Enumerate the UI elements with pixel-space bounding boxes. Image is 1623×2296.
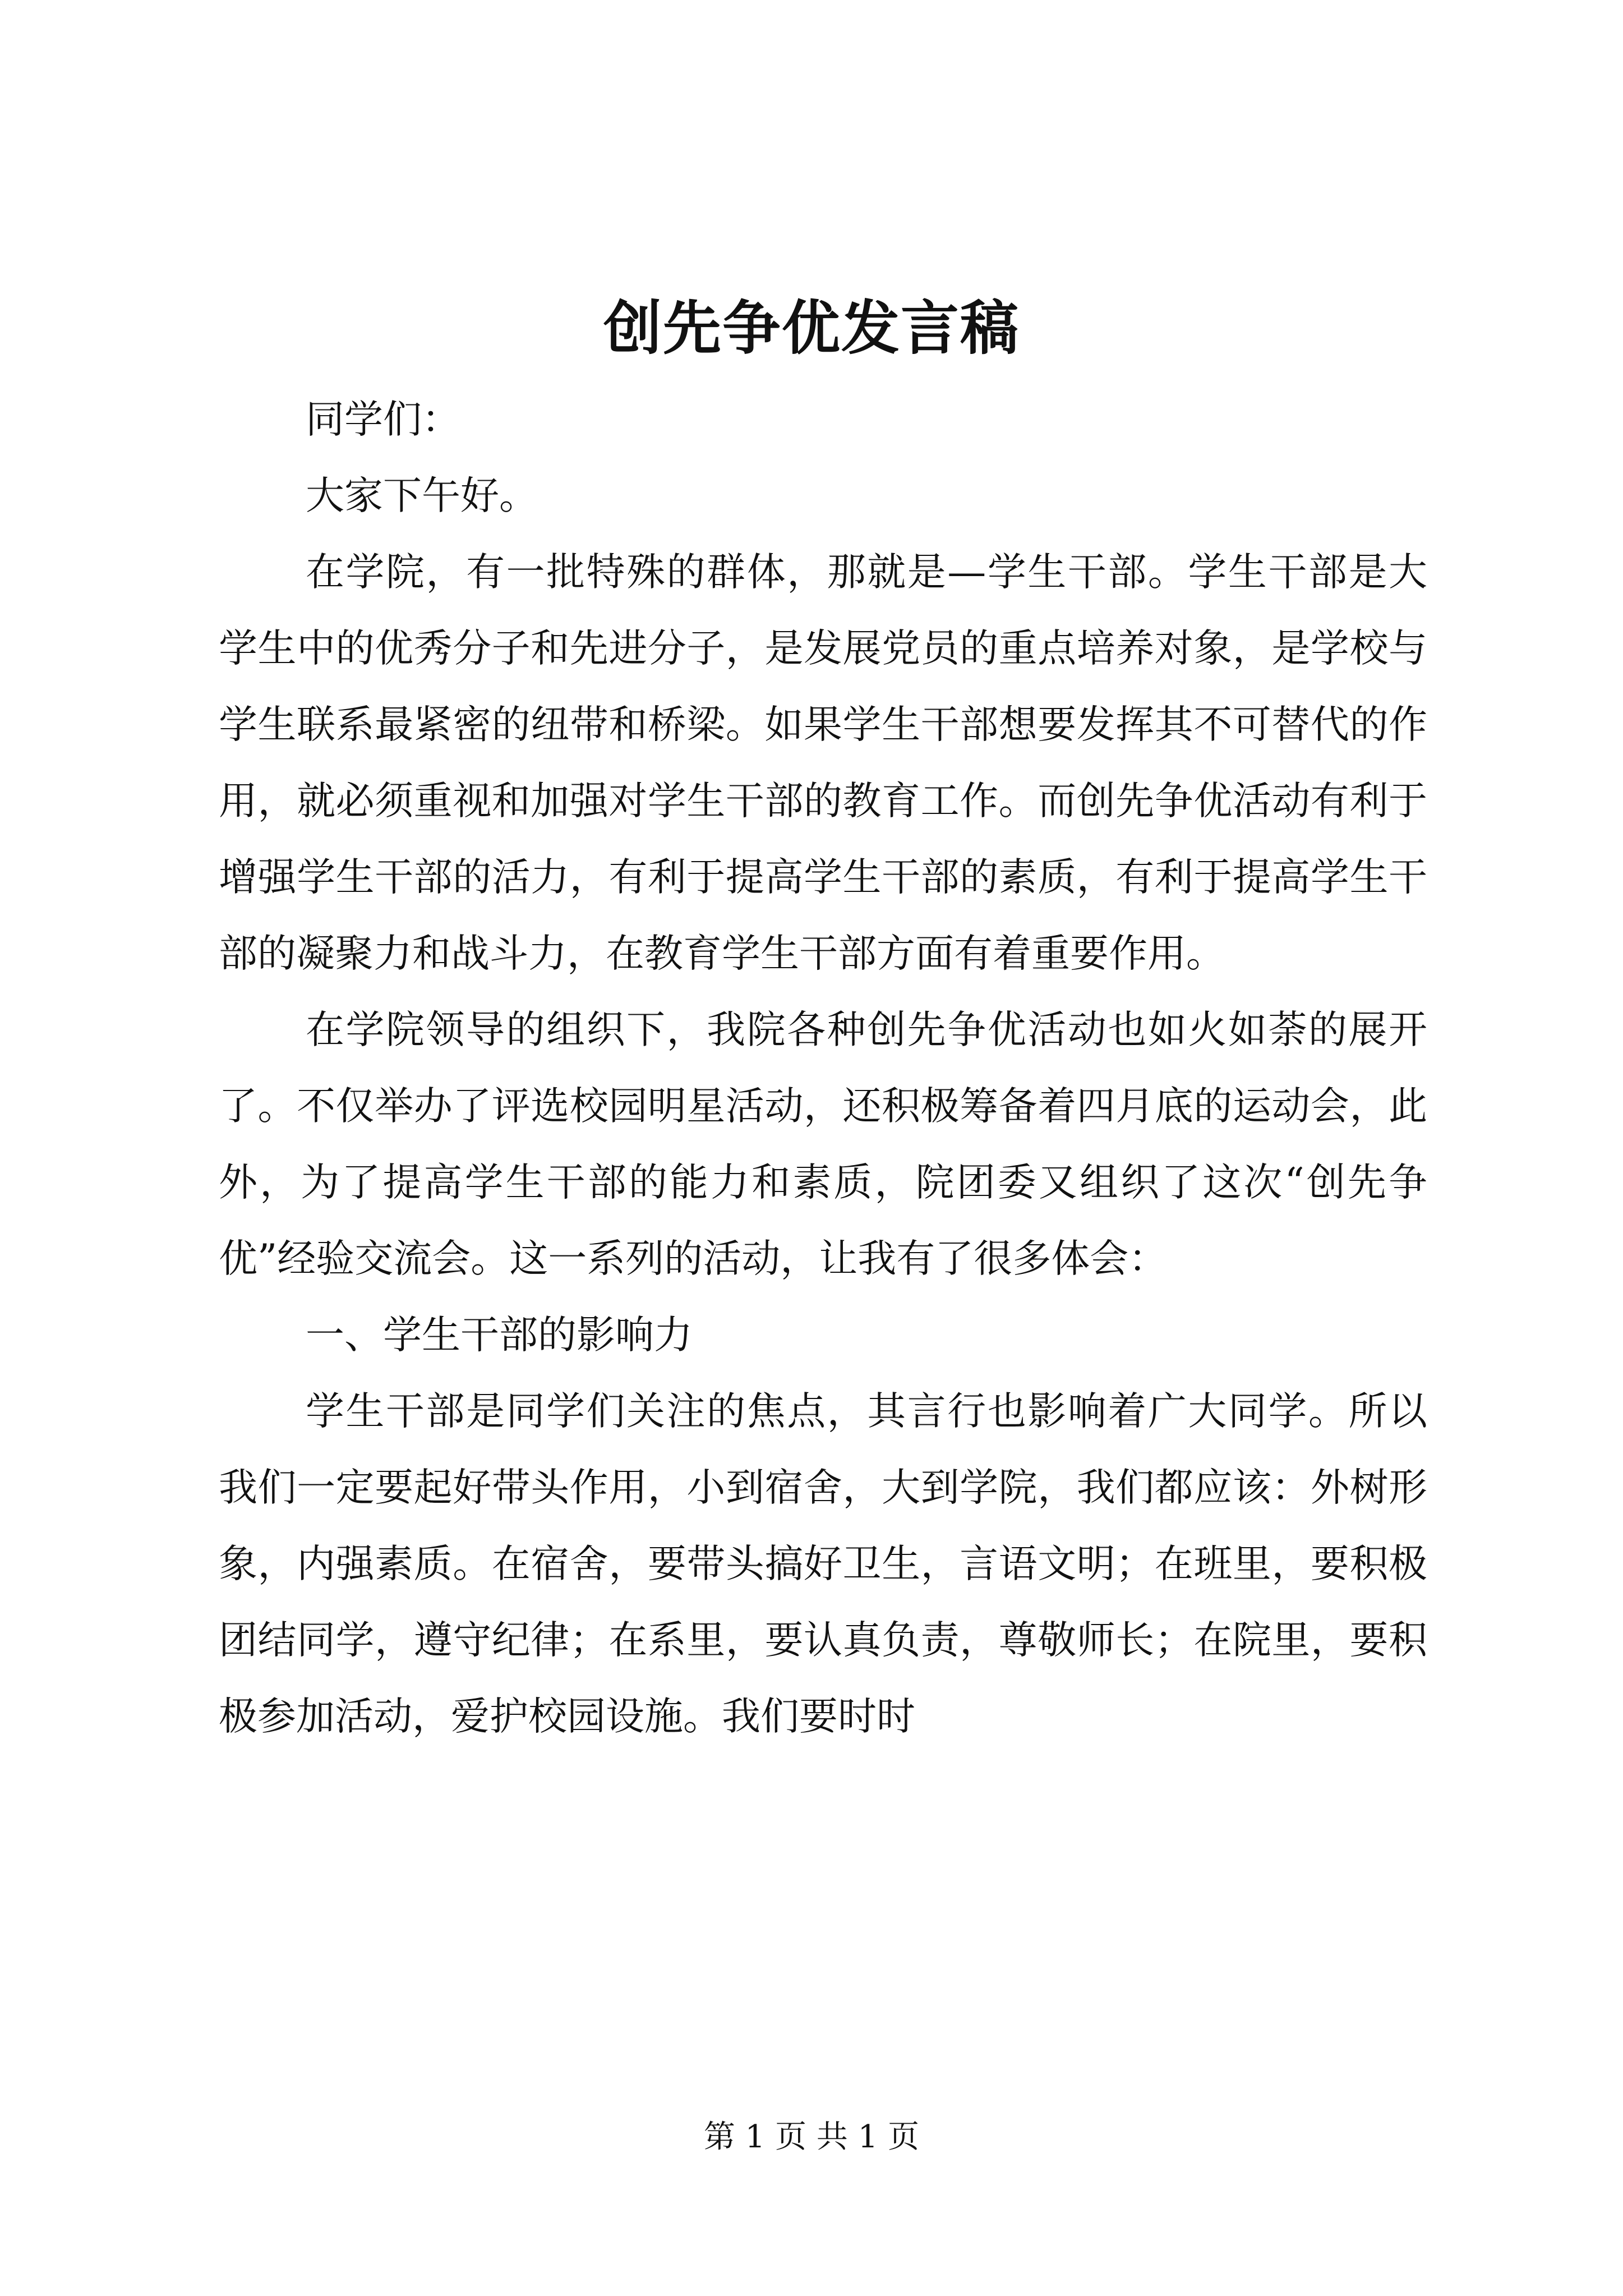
- document-title: 创先争优发言稿: [603, 293, 1020, 362]
- body-paragraph: 在学院，有一批特殊的群体，那就是—学生干部。学生干部是大学生中的优秀分子和先进分子，是发展党员的重点培养对象，是学校与学生联系最紧密的纽带和桥梁。如果学生干部想要发挥其不可替代的作用，就必须重视和加强对学生干部的教育工作。而创先争优活动有利于增强学生干部的活力，有利于提高学生干部的素质，有利于提高学生干部的凝聚力和战斗力，在教育学生干部方面有着重要作用。: [219, 550, 1427, 976]
- greeting-paragraph: 大家下午好。: [306, 473, 538, 518]
- section-heading: 一、学生干部的影响力: [306, 1313, 693, 1358]
- document-body: [219, 381, 1427, 1755]
- body-paragraph: 在学院领导的组织下，我院各种创先争优活动也如火如荼的展开了。不仅举办了评选校园明星活动，还积极筹备着四月底的运动会，此外，为了提高学生干部的能力和素质，院团委又组织了这次“创先争优”经验交流会。这一系列的活动，让我有了很多体会：: [219, 1007, 1427, 1281]
- salutation-paragraph: 同学们：: [306, 397, 460, 442]
- body-paragraph: 学生干部是同学们关注的焦点，其言行也影响着广大同学。所以我们一定要起好带头作用，小到宿舍，大到学院，我们都应该：外树形象，内强素质。在宿舍，要带头搞好卫生，言语文明；在班里，要积极团结同学，遵守纪律；在系里，要认真负责，尊敬师长；在院里，要积极参加活动，爱护校园设施。我们要时时: [219, 1389, 1427, 1739]
- page-number-footer: 第 1 页 共 1 页: [703, 2119, 920, 2155]
